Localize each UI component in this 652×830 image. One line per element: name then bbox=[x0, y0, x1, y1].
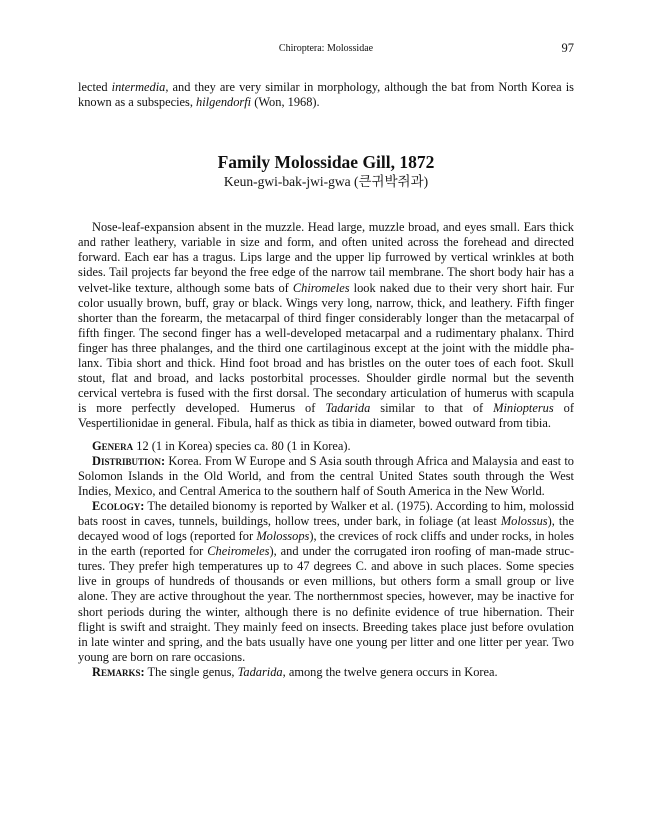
description-taxon-miniopterus: Miniopterus bbox=[493, 401, 554, 416]
remarks-taxon-tadarida: Tadarida bbox=[237, 664, 283, 679]
intro-text-3: (Won, 1968). bbox=[251, 95, 320, 110]
distribution-text: Korea. From W Europe and S Asia south through Africa and Malaysia and east to Solomon Islands in the Old World, and from the central United States south through the West Indies, Mexico, and Central America to the southern half of South America in the New World. bbox=[78, 453, 574, 498]
sections bbox=[78, 439, 574, 681]
running-head bbox=[78, 42, 574, 58]
ecology-text-1: The detailed bionomy is reported by Walker et al. (1975). According to him, molossid bats roost in caves, tunnels, buildings, hollow trees, under bark, in foliage (at least bbox=[78, 498, 574, 528]
description-text-3: similar to that of bbox=[370, 401, 494, 416]
description-text-2: look naked due to their very short hair. Fur color usually brown, buff, gray or black. Wings very long, narrow, thick, and leathery. Fifth finger shorter than the forearm, the metacarpal of third finger considerably longer than the metacarpal of fifth finger. The second finger has a well-developed metacarpal and a rudimentary phalanx. Third finger has three phalanges, and the third one cartilaginous except at the joint with the middle phalanx. Tibia short and thick. Hind foot broad and has bristles on the outer toes of each foot. Skull stout, flat and broad, and lacks postorbital processes. Shoulder girdle normal but the seventh cervical vertebra is fused with the first dorsal. The secondary articulation of humerus with scapula is more perfectly developed. Humerus of bbox=[78, 280, 574, 416]
remarks-text-2: , among the twelve genera occurs in Korea. bbox=[282, 664, 498, 679]
page-content bbox=[78, 80, 574, 680]
family-title: Family Molossidae Gill, 1872 bbox=[217, 152, 435, 173]
genera-section bbox=[78, 439, 574, 454]
distribution-section bbox=[78, 454, 574, 499]
remarks-label: Remarks: bbox=[92, 664, 145, 679]
description-taxon-chiromeles: Chiromeles bbox=[292, 280, 350, 295]
description-taxon-tadarida: Tadarida bbox=[325, 401, 371, 416]
ecology-text-4: ), and under the corrugated iron roofing of man-made structures. They prefer high temperatures up to 47 degrees C. and above in such places. Some species live in groups of hundreds of thousands or even millions, but others form a small group or live alone. They are active throughout the year. The northernmost species, however, may be inactive for short periods during the winter, although there is no definite evidence of true hibernation. Their flight is swift and straight. They mainly feed on insects. Breeding takes place just before ovulation in late winter and spring, and the bats usually have one young per litter and one litter per year. Two young are born on rare occasions. bbox=[78, 544, 574, 664]
ecology-taxon-molossops: Molossops bbox=[256, 529, 310, 544]
description-text-4: of Vespertilionidae in general. Fibula, half as thick as tibia in diameter, bowed outward from tibia. bbox=[78, 401, 574, 431]
intro-paragraph bbox=[78, 80, 574, 110]
distribution-label: Distribution: bbox=[92, 453, 166, 468]
intro-taxon-intermedia: intermedia bbox=[111, 80, 166, 94]
ecology-taxon-molossus: Molossus bbox=[500, 513, 548, 528]
running-head-title: Chiroptera: Molossidae bbox=[278, 43, 374, 54]
ecology-taxon-cheiromeles: Cheiromeles bbox=[207, 544, 270, 559]
ecology-section bbox=[78, 499, 574, 665]
ecology-label: Ecology: bbox=[92, 498, 145, 513]
ecology-text-3: ), the crevices of rock cliffs and under rocks, in holes in the earth (reported for bbox=[78, 529, 574, 559]
genera-text: 12 (1 in Korea) species ca. 80 (1 in Korea). bbox=[133, 438, 351, 453]
description-paragraph bbox=[78, 220, 574, 431]
remarks-section bbox=[78, 665, 574, 680]
family-korean-name: Keun-gwi-bak-jwi-gwa (큰귀박쥐과) bbox=[223, 174, 429, 190]
remarks-text-1: The single genus, bbox=[144, 664, 238, 679]
description-text-1: Nose-leaf-expansion absent in the muzzle. Head large, muzzle broad, and eyes small. Ears thick and rather leathery, variable in size and form, and often united across the forehead and directed forward. Each ear has a tragus. Lips large and the upper lip furrowed by vertical wrinkles at both sides. Tail projects far beyond the free edge of the narrow tail membrane. The short body hair has a velvet-like texture, although some bats of bbox=[78, 220, 574, 295]
ecology-text-2: ), the decayed wood of logs (reported for bbox=[78, 513, 574, 544]
intro-taxon-hilgendorfi: hilgendorfi bbox=[196, 95, 252, 110]
intro-text-2: , and they are very similar in morphology, although the bat from North Korea is known as a subspecies, bbox=[78, 80, 574, 110]
genera-label: Genera bbox=[92, 438, 134, 453]
page-number: 97 bbox=[561, 41, 574, 55]
intro-text-1: lected bbox=[78, 80, 112, 94]
family-heading bbox=[78, 151, 574, 191]
